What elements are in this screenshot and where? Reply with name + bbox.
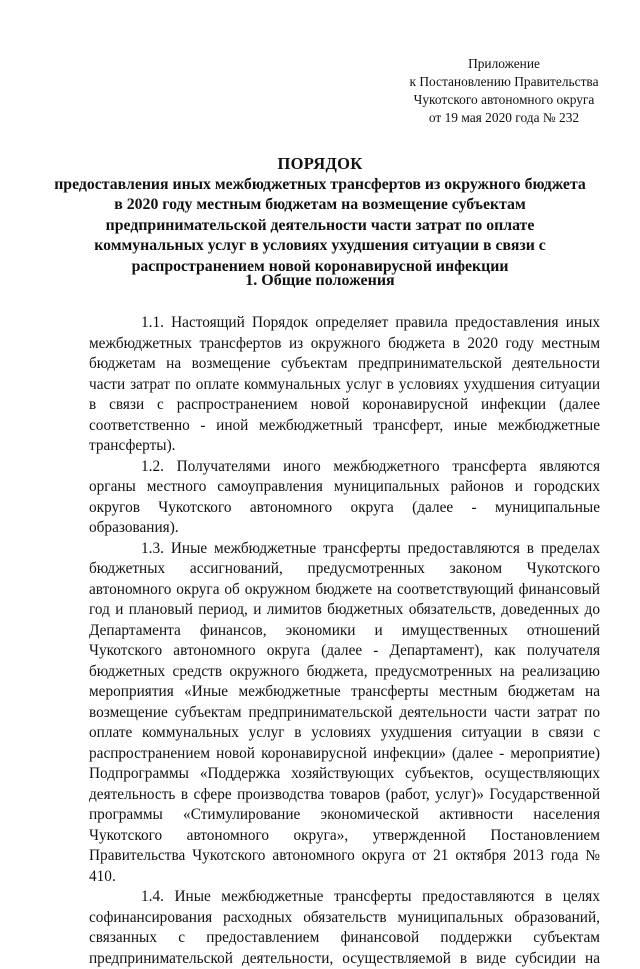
title-line: предоставления иных межбюджетных трансфертов из окружного бюджета bbox=[54, 175, 586, 193]
paragraph-1-1: 1.1. Настоящий Порядок определяет правила предоставления иных межбюджетных трансфертов из окружного бюджета в 2020 году местным бюджетам на возмещение субъектам предпринимательской деятельности части затрат по оплате коммунальных услуг в условиях ухудшения ситуации в связи с распространением новой коронавирусной инфекции (далее соответственно - иной межбюджетный трансферт, иные межбюджетные трансферты). bbox=[89, 314, 600, 454]
appendix-block bbox=[404, 55, 604, 127]
appendix-line: Чукотского автономного округа bbox=[413, 92, 595, 107]
title-word: ПОРЯДОК bbox=[277, 154, 363, 173]
title-line: коммунальных услуг в условиях ухудшения ситуации в связи с bbox=[94, 237, 546, 254]
title-line: в 2020 году местным бюджетам на возмещение субъектам bbox=[114, 196, 526, 213]
appendix-date-line: от 19 мая 2020 года № 232 bbox=[428, 110, 580, 125]
paragraph-1-4: 1.4. Иные межбюджетные трансферты предоставляются в целях софинансирования расходных обязательств муниципальных образований, связанных с предоставлением финансовой поддержки субъектам предпринимательской деятельности, осуществляемой в виде субсидии на bbox=[89, 888, 600, 967]
section-heading: 1. Общие положения bbox=[245, 272, 395, 289]
title-line: предпринимательской деятельности части затрат по оплате bbox=[105, 216, 535, 234]
paragraph-1-2: 1.2. Получателями иного межбюджетного трансферта являются органы местного самоуправления муниципальных районов и городских округов Чукотского автономного округа (далее - муниципальные образования). bbox=[89, 457, 600, 536]
title-line: распространением новой коронавирусной инфекции bbox=[131, 257, 509, 275]
appendix-line: к Постановлению Правительства bbox=[409, 74, 599, 89]
document-title bbox=[20, 154, 620, 277]
appendix-line: Приложение bbox=[468, 56, 540, 71]
document-body bbox=[89, 313, 600, 969]
paragraph-1-3: 1.3. Иные межбюджетные трансферты предоставляются в пределах бюджетных ассигнований, предусмотренных законом Чукотского автономного округа об окружном бюджете на соответствующий финансовый год и плановый период, и лимитов бюджетных обязательств, доведенных до Департамента финансов, экономики и имущественных отношений Чукотского автономного округа (далее - Департамент), как получателя бюджетных средств окружного бюджета, предусмотренных на реализацию мероприятия «Иные межбюджетные трансферты местным бюджетам на возмещение субъектам предпринимательской деятельности части затрат по оплате коммунальных услуг в условиях ухудшения ситуации в связи с распространением новой коронавирусной инфекции» (далее - мероприятие) Подпрограммы «Поддержка хозяйствующих субъектов, осуществляющих деятельность в сфере производства товаров (работ, услуг)» Государственной программы «Стимулирование экономической активности населения Чукотского автономного округа», утвержденной Постановлением Правительства Чукотского автономного округа от 21 октября 2013 года № 410. bbox=[89, 539, 600, 885]
